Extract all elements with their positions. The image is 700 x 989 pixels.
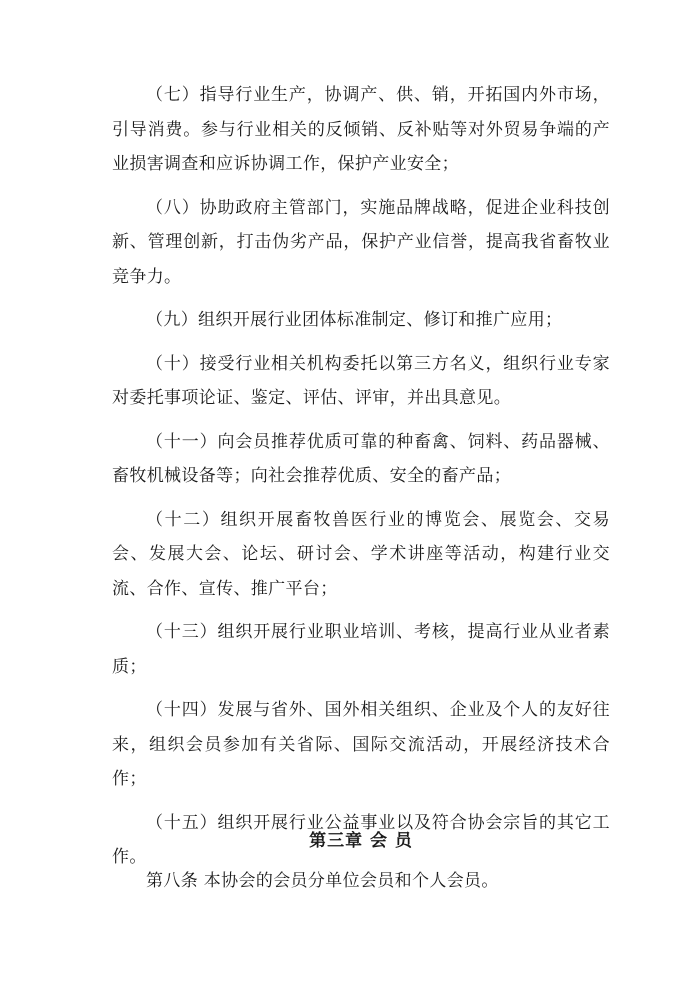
paragraph-item-14: （十四）发展与省外、国外相关组织、企业及个人的友好往来，组织会员参加有关省际、国际交流活动，开展经济技术合作； [112, 700, 610, 789]
paragraph-item-13: （十三）组织开展行业职业培训、考核，提高行业从业者素质； [112, 622, 610, 677]
paragraph-item-11: （十一）向会员推荐优质可靠的种畜禽、饲料、药品器械、畜牧机械设备等；向社会推荐优质、安全的畜产品； [112, 431, 610, 486]
paragraph-item-12: （十二）组织开展畜牧兽医行业的博览会、展览会、交易会、发展大会、论坛、研讨会、学术讲座等活动，构建行业交流、合作、宣传、推广平台； [112, 509, 610, 599]
article-8: 第八条 本协会的会员分单位会员和个人会员。 [146, 871, 499, 891]
document-body [112, 78, 610, 875]
paragraph-item-8: （八）协助政府主管部门，实施品牌战略，促进企业科技创新、管理创新，打击伪劣产品，保护产业信誉，提高我省畜牧业竞争力。 [112, 197, 610, 287]
paragraph-item-10: （十）接受行业相关机构委托以第三方名义，组织行业专家对委托事项论证、鉴定、评估、评审，并出具意见。 [112, 353, 610, 408]
paragraph-item-15: （十五）组织开展行业公益事业以及符合协会宗旨的其它工作。 [112, 812, 610, 867]
paragraph-item-9: （九）组织开展行业团体标准制定、修订和推广应用； [146, 310, 563, 330]
chapter-title: 第三章 会 员 [309, 831, 413, 851]
paragraph-item-7: （七）指导行业生产，协调产、供、销，开拓国内外市场，引导消费。参与行业相关的反倾销、反补贴等对外贸易争端的产业损害调查和应诉协调工作，保护产业安全； [112, 85, 610, 174]
